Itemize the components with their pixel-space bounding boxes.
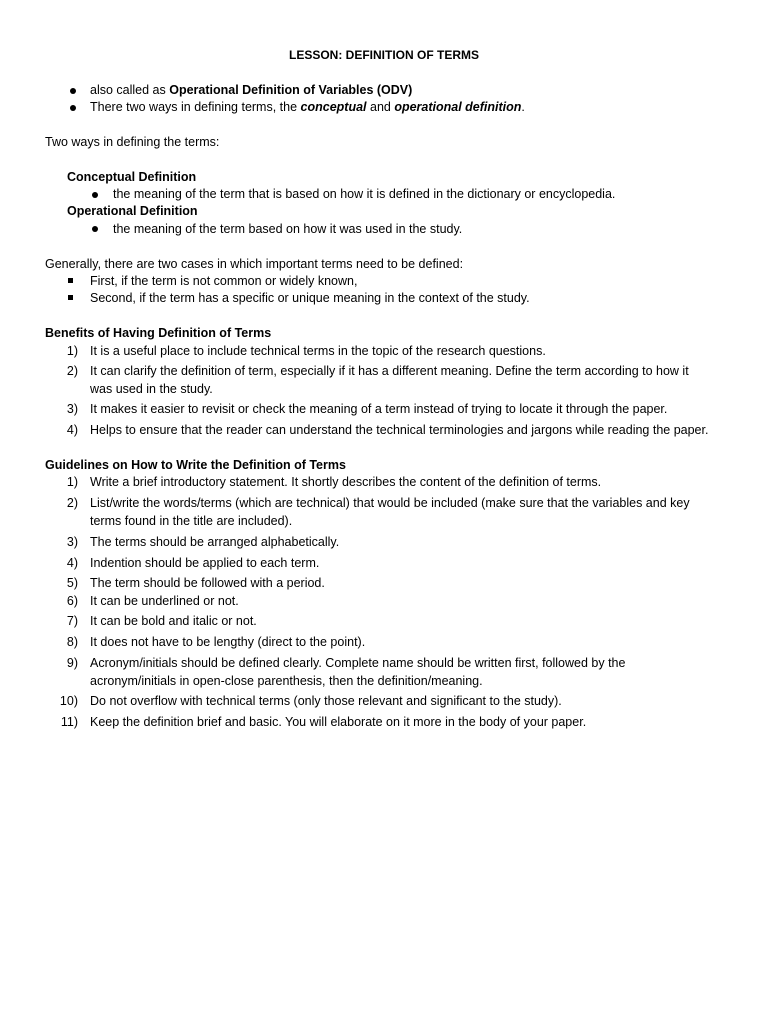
square-bullet-icon	[68, 278, 73, 283]
guideline-item: Keep the definition brief and basic. You will elaborate on it more in the body of your paper.	[90, 715, 587, 729]
intro-bullet-1	[90, 82, 412, 99]
guideline-number: 1)	[66, 475, 78, 489]
benefit-item-continuation: was used in the study.	[90, 382, 213, 396]
guideline-number: 9)	[66, 656, 78, 670]
conceptual-bullet: the meaning of the term that is based on how it is defined in the dictionary or encyclopedia.	[113, 187, 616, 201]
guideline-item: Do not overflow with technical terms (only those relevant and significant to the study).	[90, 694, 562, 708]
benefit-item: It can clarify the definition of term, especially if it has a different meaning. Define the term according to how it	[90, 364, 689, 378]
guideline-number: 8)	[66, 635, 78, 649]
bullet-icon	[70, 88, 76, 94]
page-title: LESSON: DEFINITION OF TERMS	[288, 48, 479, 62]
guideline-number: 6)	[66, 594, 78, 608]
intro-bullet-2-em2: operational definition	[394, 100, 522, 114]
intro-bullet-2-mid: and	[366, 100, 395, 114]
benefit-number: 2)	[66, 364, 78, 378]
intro-bullet-1-pre: also called as	[90, 83, 170, 97]
guideline-item: It can be bold and italic or not.	[90, 614, 257, 628]
bullet-icon	[70, 105, 76, 111]
square-bullet-icon	[68, 295, 73, 300]
guideline-item: Indention should be applied to each term.	[90, 556, 320, 570]
case-item-1: First, if the term is not common or widely known,	[90, 274, 358, 288]
guideline-number: 7)	[66, 614, 78, 628]
guideline-item-continuation: acronym/initials in open-close parenthesis, then the definition/meaning.	[90, 674, 483, 688]
intro-bullet-2	[90, 99, 525, 116]
benefit-item: It makes it easier to revisit or check the meaning of a term instead of trying to locate it through the paper.	[90, 402, 668, 416]
guideline-item-continuation: terms found in the title are included).	[90, 514, 293, 528]
benefit-number: 3)	[66, 402, 78, 416]
guideline-number: 5)	[66, 576, 78, 590]
intro-bullet-2-em1: conceptual	[300, 100, 367, 114]
guideline-item: Write a brief introductory statement. It shortly describes the content of the definition of terms.	[90, 475, 602, 489]
case-item-2: Second, if the term has a specific or unique meaning in the context of the study.	[90, 291, 530, 305]
guideline-number: 3)	[66, 535, 78, 549]
benefit-item: It is a useful place to include technical terms in the topic of the research questions.	[90, 344, 546, 358]
guideline-item: The terms should be arranged alphabetically.	[90, 535, 340, 549]
benefit-number: 4)	[66, 423, 78, 437]
guideline-item: List/write the words/terms (which are technical) that would be included (make sure that the variables and key	[90, 496, 690, 510]
intro-bullet-2-pre: There two ways in defining terms, the	[90, 100, 301, 114]
guideline-number: 10)	[59, 694, 78, 708]
guideline-item: Acronym/initials should be defined clearly. Complete name should be written first, followed by the	[90, 656, 626, 670]
benefit-item: Helps to ensure that the reader can understand the technical terminologies and jargons while reading the paper.	[90, 423, 709, 437]
operational-heading: Operational Definition	[67, 204, 198, 218]
conceptual-heading: Conceptual Definition	[67, 170, 197, 184]
guidelines-heading: Guidelines on How to Write the Definition of Terms	[45, 458, 346, 472]
benefit-number: 1)	[66, 344, 78, 358]
guideline-item: It does not have to be lengthy (direct to the point).	[90, 635, 366, 649]
guideline-number: 2)	[66, 496, 78, 510]
intro-bullet-1-bold: Operational Definition of Variables (ODV)	[169, 83, 413, 97]
benefits-heading: Benefits of Having Definition of Terms	[45, 326, 272, 340]
guideline-number: 4)	[66, 556, 78, 570]
intro-bullet-2-post: .	[521, 100, 525, 114]
two-ways-heading: Two ways in defining the terms:	[45, 135, 220, 149]
guideline-item: The term should be followed with a period.	[90, 576, 325, 590]
operational-bullet: the meaning of the term based on how it was used in the study.	[113, 222, 463, 236]
bullet-icon	[92, 226, 98, 232]
guideline-item: It can be underlined or not.	[90, 594, 239, 608]
cases-intro: Generally, there are two cases in which important terms need to be defined:	[45, 257, 464, 271]
guideline-number: 11)	[60, 715, 78, 729]
bullet-icon	[92, 192, 98, 198]
